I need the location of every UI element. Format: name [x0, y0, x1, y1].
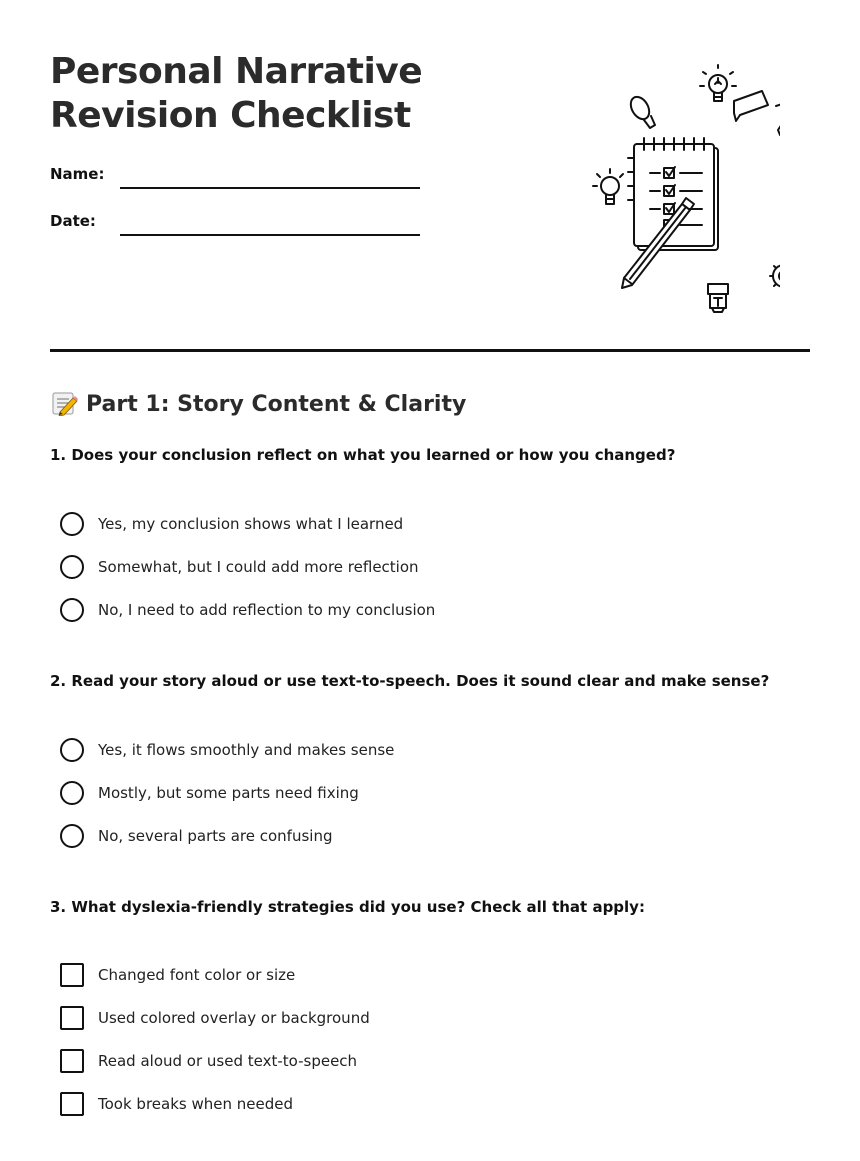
lightbulb-tilted-icon: [627, 94, 655, 128]
checkbox[interactable]: [60, 1092, 84, 1116]
option-label: Took breaks when needed: [98, 1095, 293, 1113]
checkbox[interactable]: [60, 1006, 84, 1030]
option-label: Read aloud or used text-to-speech: [98, 1052, 358, 1070]
q3-option-1[interactable]: [60, 963, 760, 989]
checklist-doodle-icon: [540, 62, 780, 317]
checkbox[interactable]: [60, 963, 84, 987]
worksheet-header: [50, 0, 810, 352]
memo-emoji-icon: [50, 390, 78, 416]
name-input-line[interactable]: [120, 187, 420, 189]
option-label: Yes, it flows smoothly and makes sense: [98, 741, 395, 759]
lightbulb-left-icon: [593, 169, 623, 204]
date-input-line[interactable]: [120, 234, 420, 236]
question-2-text: 2. Read your story aloud or use text-to-speech. Does it sound clear and make sense?: [50, 672, 770, 690]
option-label: Yes, my conclusion shows what I learned: [98, 515, 404, 533]
title-line-2: Revision Checklist: [50, 95, 411, 136]
radio-button[interactable]: [60, 781, 84, 805]
q1-option-3[interactable]: [60, 598, 760, 624]
date-field[interactable]: [50, 211, 420, 235]
speech-bubble-icon: [734, 91, 780, 174]
radio-button[interactable]: [60, 512, 84, 536]
worksheet-title: [50, 50, 422, 138]
q3-option-3[interactable]: [60, 1049, 760, 1075]
radio-button[interactable]: [60, 824, 84, 848]
option-label: Used colored overlay or background: [98, 1009, 370, 1027]
q1-option-2[interactable]: [60, 555, 760, 581]
date-label: Date:: [50, 212, 96, 230]
option-label: No, I need to add reflection to my conclusion: [98, 601, 436, 619]
q1-option-1[interactable]: [60, 512, 760, 538]
name-field[interactable]: [50, 164, 420, 188]
radio-button[interactable]: [60, 555, 84, 579]
checkbox[interactable]: [60, 1049, 84, 1073]
radio-button[interactable]: [60, 738, 84, 762]
question-3-text: 3. What dyslexia-friendly strategies did you use? Check all that apply:: [50, 898, 645, 916]
part1-title: Part 1: Story Content & Clarity: [86, 392, 467, 417]
question-3: [50, 897, 810, 1127]
title-line-1: Personal Narrative: [50, 51, 423, 92]
lightbulb-icon: [700, 65, 736, 101]
q2-option-1[interactable]: [60, 738, 760, 764]
radio-button[interactable]: [60, 598, 84, 622]
gear-icon: [770, 185, 780, 307]
name-label: Name:: [50, 165, 105, 183]
worksheet-page: [50, 0, 810, 1161]
option-label: Somewhat, but I could add more reflection: [98, 558, 419, 576]
option-label: Changed font color or size: [98, 966, 296, 984]
part1-heading: [50, 390, 466, 420]
option-label: Mostly, but some parts need fixing: [98, 784, 359, 802]
question-2: [50, 671, 810, 851]
marker-icon: [708, 284, 728, 312]
q2-option-3[interactable]: [60, 824, 760, 850]
option-label: No, several parts are confusing: [98, 827, 333, 845]
header-divider: [50, 349, 810, 352]
question-1-text: 1. Does your conclusion reflect on what you learned or how you changed?: [50, 446, 676, 464]
q2-option-2[interactable]: [60, 781, 760, 807]
q3-option-4[interactable]: [60, 1092, 760, 1118]
q3-option-2[interactable]: [60, 1006, 760, 1032]
question-1: [50, 445, 810, 625]
